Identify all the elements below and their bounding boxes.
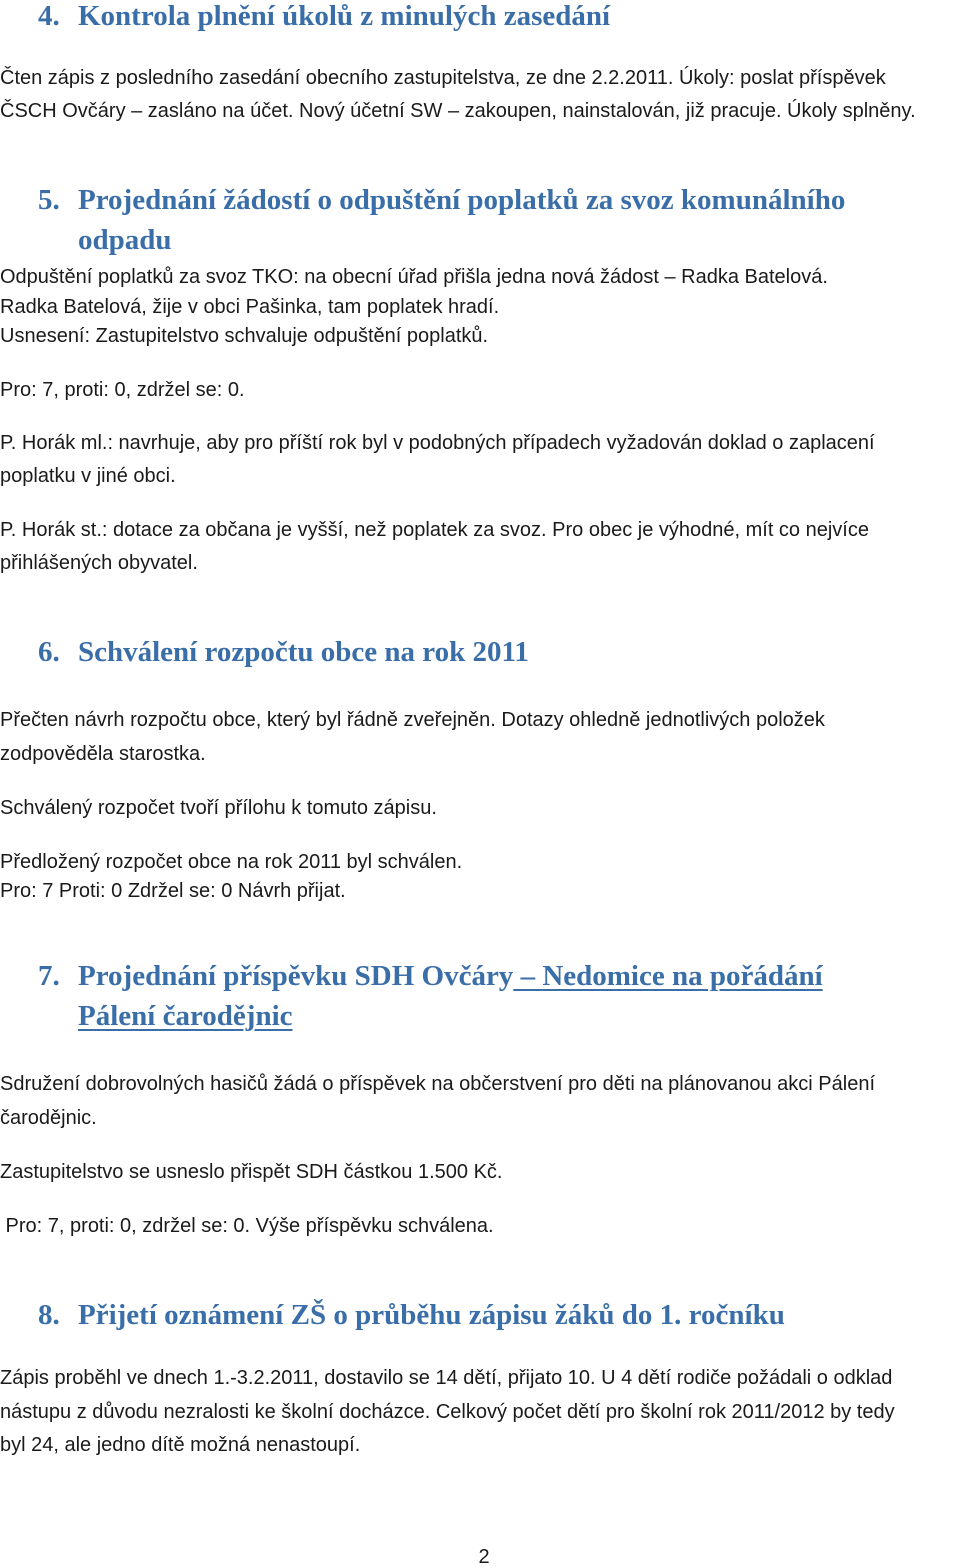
section-8-line-1: Zápis proběhl ve dnech 1.-3.2.2011, dostavilo se 14 dětí, přijato 10. U 4 dětí rodiče požádali o odklad	[0, 1367, 893, 1389]
section-7-number: 7.	[38, 960, 60, 992]
section-5-line-1: Odpuštění poplatků za svoz TKO: na obecní úřad přišla jedna nová žádost – Radka Batelová.	[0, 266, 828, 288]
section-5-line-4: Pro: 7, proti: 0, zdržel se: 0.	[0, 379, 245, 401]
section-6-line-2: zodpověděla starostka.	[0, 743, 206, 765]
section-5-line-6: poplatku v jiné obci.	[0, 465, 176, 487]
section-7-title-c: Nedomice na pořádání	[542, 960, 823, 992]
section-6-line-1: Přečten návrh rozpočtu obce, který byl řádně zveřejněn. Dotazy ohledně jednotlivých položek	[0, 709, 825, 731]
section-7-title-line-2-text: Pálení čarodějnic	[78, 1000, 293, 1032]
section-6-heading	[38, 632, 529, 672]
section-4-number: 4.	[38, 0, 60, 32]
section-5-line-3: Usnesení: Zastupitelstvo schvaluje odpuštění poplatků.	[0, 325, 489, 347]
section-7-line-4: Pro: 7, proti: 0, zdržel se: 0. Výše příspěvku schválena.	[0, 1215, 494, 1237]
section-7-line-3: Zastupitelstvo se usneslo přispět SDH částkou 1.500 Kč.	[0, 1161, 503, 1183]
section-6-line-4: Předložený rozpočet obce na rok 2011 byl schválen.	[0, 851, 463, 873]
section-4-line-1: Čten zápis z posledního zasedání obecního zastupitelstva, ze dne 2.2.2011. Úkoly: poslat příspěvek	[0, 67, 886, 89]
section-5-title-line-2: odpadu	[78, 224, 172, 256]
section-6-title: Schválení rozpočtu obce na rok 2011	[78, 636, 529, 668]
section-7-title-dash: –	[513, 960, 543, 992]
section-7-line-2: čarodějnic.	[0, 1107, 97, 1129]
section-5-title-line-1: Projednání žádostí o odpuštění poplatků za svoz komunálního	[78, 184, 846, 216]
section-6-line-3: Schválený rozpočet tvoří přílohu k tomuto zápisu.	[0, 797, 437, 819]
section-5-line-8: přihlášených obyvatel.	[0, 552, 198, 574]
section-8-line-3: byl 24, ale jedno dítě možná nenastoupí.	[0, 1434, 361, 1456]
section-8-title: Přijetí oznámení ZŠ o průběhu zápisu žáků do 1. ročníku	[78, 1299, 785, 1331]
section-8-heading	[38, 1295, 785, 1335]
section-5-line-2: Radka Batelová, žije v obci Pašinka, tam poplatek hradí.	[0, 296, 500, 318]
section-8-number: 8.	[38, 1299, 60, 1331]
page-number: 2	[478, 1546, 490, 1568]
section-4-title: Kontrola plnění úkolů z minulých zasedání	[78, 0, 611, 32]
section-5-number: 5.	[38, 184, 60, 216]
section-6-number: 6.	[38, 636, 60, 668]
section-7-line-1: Sdružení dobrovolných hasičů žádá o příspěvek na občerstvení pro děti na plánovanou akci Pálení	[0, 1073, 875, 1095]
section-4-line-2: ČSCH Ovčáry – zasláno na účet. Nový účetní SW – zakoupen, nainstalován, již pracuje. Úkoly splněny.	[0, 100, 916, 122]
section-6-line-5: Pro: 7 Proti: 0 Zdržel se: 0 Návrh přijat.	[0, 880, 346, 902]
section-8-line-2: nástupu z důvodu nezralosti ke školní docházce. Celkový počet dětí pro školní rok 2011/2012 by tedy	[0, 1401, 895, 1423]
section-7-heading	[38, 956, 823, 1036]
section-4-heading	[38, 0, 610, 36]
section-5-line-5: P. Horák ml.: navrhuje, aby pro příští rok byl v podobných případech vyžadován doklad o zaplacení	[0, 432, 875, 454]
section-7-title-a: Projednání příspěvku SDH Ovčáry	[78, 960, 514, 992]
section-5-line-7: P. Horák st.: dotace za občana je vyšší, než poplatek za svoz. Pro obec je výhodné, mít co nejvíce	[0, 519, 869, 541]
section-7-title-line-2	[38, 996, 823, 1036]
section-5-heading	[38, 180, 845, 260]
